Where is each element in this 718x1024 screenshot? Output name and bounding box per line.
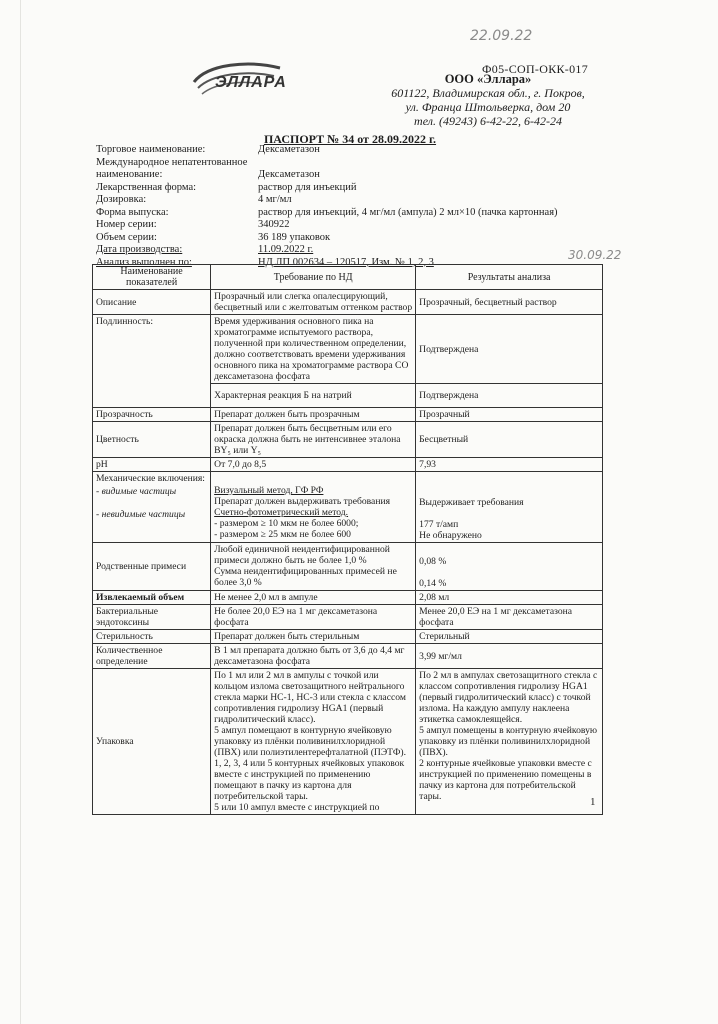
req-counting-method: Счетно-фотометрический метод. bbox=[214, 507, 349, 518]
address-line-1: 601122, Владимирская обл., г. Покров, bbox=[391, 86, 585, 100]
row-name: Родственные примеси bbox=[93, 543, 211, 591]
document-code: Ф05-СОП-ОКК-017 bbox=[482, 62, 588, 76]
address-line-2: ул. Франца Штольверка, дом 20 bbox=[405, 100, 571, 114]
row-name: Бактериальные эндотоксины bbox=[93, 605, 211, 630]
row-result: Менее 20,0 ЕЭ на 1 мг дексаметазона фосфата bbox=[416, 605, 603, 630]
row-name: pH bbox=[93, 458, 211, 472]
header-requirement: Требование по НД bbox=[211, 265, 416, 290]
row-result: Бесцветный bbox=[416, 422, 603, 458]
series-label: Номер серии: bbox=[96, 219, 157, 230]
res-not-found: Не обнаружено bbox=[419, 530, 482, 541]
trade-name: Дексаметазон bbox=[258, 144, 320, 155]
res-177: 177 т/амп bbox=[419, 519, 459, 530]
row-result: 3,99 мг/мл bbox=[416, 644, 603, 669]
table-row bbox=[93, 472, 603, 543]
table-row bbox=[93, 290, 603, 315]
row-result: По 2 мл в ампулах светозащитного стекла с классом сопротивления гидролизу HGA1 (первый гидролитический класс) с точкой излома. На каждую ампулу наклеена этикетка самоклеящейся. 5 ампул помещены в контурную ячейковую упаковку из плёнки поливинилхлоридной (ПВХ). 2 контурные ячейковые упаковки вместе с инструкцией по применению помещены в пачку из картона для потребительской тары. bbox=[416, 669, 603, 815]
inn-label-1: Международное непатентованное bbox=[96, 156, 248, 168]
company-name: ООО «Эллара» bbox=[444, 72, 532, 86]
req-must-pass: Препарат должен выдерживать требования bbox=[214, 496, 391, 507]
row-requirement: Препарат должен быть стерильным bbox=[211, 630, 416, 644]
req-sum-impurity: Сумма неидентифицированных примесей не более 3,0 % bbox=[214, 566, 397, 588]
row-name: Прозрачность bbox=[93, 408, 211, 422]
header-indicator: Наименование показателей bbox=[93, 265, 211, 290]
dosage-label: Дозировка: bbox=[96, 194, 147, 205]
row-name: Подлинность: bbox=[93, 315, 211, 408]
res-sum: 0,14 % bbox=[419, 578, 447, 589]
row-name: Описание bbox=[93, 290, 211, 315]
handwritten-date: 30.09.22 bbox=[568, 248, 622, 262]
table-row bbox=[93, 458, 603, 472]
row-result: Стерильный bbox=[416, 630, 603, 644]
analysis-label: Анализ выполнен по: bbox=[96, 256, 192, 268]
table-row bbox=[93, 422, 603, 458]
release-label: Форма выпуска: bbox=[96, 206, 169, 218]
row-result: 7,93 bbox=[416, 458, 603, 472]
row-name: Механические включения: bbox=[96, 473, 205, 484]
req-10um: - размером ≥ 10 мкм не более 6000; bbox=[214, 518, 359, 529]
trade-name-label: Торговое наименование: bbox=[96, 144, 206, 155]
row-name: Стерильность bbox=[93, 630, 211, 644]
analysis-table bbox=[92, 264, 603, 815]
row-requirement-cell bbox=[211, 543, 416, 591]
row-name: Цветность bbox=[93, 422, 211, 458]
handwritten-date-top: 22.09.22 bbox=[470, 28, 533, 44]
table-row bbox=[93, 605, 603, 630]
phone: тел. (49243) 6-42-22, 6-42-24 bbox=[414, 114, 562, 128]
row-requirement: Прозрачный или слегка опалесцирующий, бесцветный или с желтоватым оттенком раствор bbox=[211, 290, 416, 315]
req-visual-method: Визуальный метод, ГФ РФ bbox=[214, 485, 324, 496]
res-single: 0,08 % bbox=[419, 556, 447, 567]
row-requirement: Препарат должен быть прозрачным bbox=[211, 408, 416, 422]
row-result: 2,08 мл bbox=[416, 591, 603, 605]
volume: 36 189 упаковок bbox=[258, 231, 331, 243]
row-requirement: От 7,0 до 8,5 bbox=[211, 458, 416, 472]
row-requirement: Не менее 2,0 мл в ампуле bbox=[211, 591, 416, 605]
page-number: 1 bbox=[590, 796, 596, 808]
row-requirement: Не более 20,0 ЕЭ на 1 мг дексаметазона фосфата bbox=[211, 605, 416, 630]
product-info bbox=[96, 144, 616, 269]
table-row bbox=[93, 630, 603, 644]
volume-label: Объем серии: bbox=[96, 231, 157, 243]
prod-date-label: Дата производства: bbox=[96, 244, 183, 255]
header-result: Результаты анализа bbox=[416, 265, 603, 290]
analysis-basis: НД ЛП 002634 – 120517, Изм. № 1, 2, 3 bbox=[258, 256, 434, 268]
row-result: Прозрачный bbox=[416, 408, 603, 422]
row-requirement-cell bbox=[211, 472, 416, 543]
row-result: Прозрачный, бесцветный раствор bbox=[416, 290, 603, 315]
req-25um: - размером ≥ 25 мкм не более 600 bbox=[214, 529, 351, 540]
row-result: Подтверждена bbox=[416, 315, 603, 384]
row-requirement: Характерная реакция Б на натрий bbox=[211, 384, 416, 408]
form: раствор для инъекций bbox=[258, 181, 357, 193]
row-result: Подтверждена bbox=[416, 384, 603, 408]
row-requirement: В 1 мл препарата должно быть от 3,6 до 4,4 мг дексаметазона фосфата bbox=[211, 644, 416, 669]
row-subname-invisible: - невидимые частицы bbox=[96, 509, 186, 520]
row-result-cell bbox=[416, 472, 603, 543]
company-block bbox=[378, 72, 598, 128]
form-label: Лекарственная форма: bbox=[96, 181, 197, 193]
series: 340922 bbox=[258, 219, 290, 230]
prod-date: 11.09.2022 г. bbox=[258, 244, 314, 255]
dosage: 4 мг/мл bbox=[258, 194, 292, 205]
inn: Дексаметазон bbox=[258, 169, 320, 180]
logo-text: ЭЛЛАРА bbox=[215, 74, 287, 91]
row-requirement: По 1 мл или 2 мл в ампулы с точкой или кольцом излома светозащитного нейтрального стекла марки НС-1, НС-3 или стекла с классом сопротивления гидролизу HGA1 (первый гидролитический класс). 5 ампул помещают в контурную ячейковую упаковку из плёнки поливинилхлоридной (ПВХ) или полиэтилентерефталатной (ПЭТФ). 1, 2, 3, 4 или 5 контурных ячейковых упаковок вместе с инструкцией по применению помещают в пачку из картона для потребительской тары. 5 или 10 ампул вместе с инструкцией по bbox=[211, 669, 416, 815]
res-passes: Выдерживает требования bbox=[419, 497, 524, 508]
table-header-row bbox=[93, 265, 603, 290]
table-row bbox=[93, 408, 603, 422]
table-row bbox=[93, 591, 603, 605]
release: раствор для инъекций, 4 мг/мл (ампула) 2 мл×10 (пачка картонная) bbox=[258, 206, 558, 218]
row-requirement: Время удерживания основного пика на хроматограмме испытуемого раствора, полученной при количественном определении, должно соответствовать времени удерживания основного пика на хроматограмме раствора СО дексаметазона фосфата bbox=[211, 315, 416, 384]
row-requirement: Препарат должен быть бесцветным или его окраска должна быть не интенсивнее эталона BY₅ или Y₅ bbox=[211, 422, 416, 458]
scan-edge bbox=[20, 0, 21, 1024]
table-row bbox=[93, 315, 603, 384]
row-name-cell bbox=[93, 472, 211, 543]
passport-title: ПАСПОРТ № 34 от 28.09.2022 г. bbox=[263, 132, 437, 146]
row-name: Количественное определение bbox=[93, 644, 211, 669]
row-subname-visible: - видимые частицы bbox=[96, 486, 177, 497]
table-row bbox=[93, 543, 603, 591]
table-row bbox=[93, 644, 603, 669]
req-single-impurity: Любой единичной неидентифицированной примеси должно быть не более 1,0 % bbox=[214, 544, 390, 566]
row-name: Извлекаемый объем bbox=[93, 591, 211, 605]
table-row bbox=[93, 669, 603, 815]
row-name: Упаковка bbox=[93, 669, 211, 815]
row-result-cell bbox=[416, 543, 603, 591]
inn-label-2: наименование: bbox=[96, 169, 163, 180]
